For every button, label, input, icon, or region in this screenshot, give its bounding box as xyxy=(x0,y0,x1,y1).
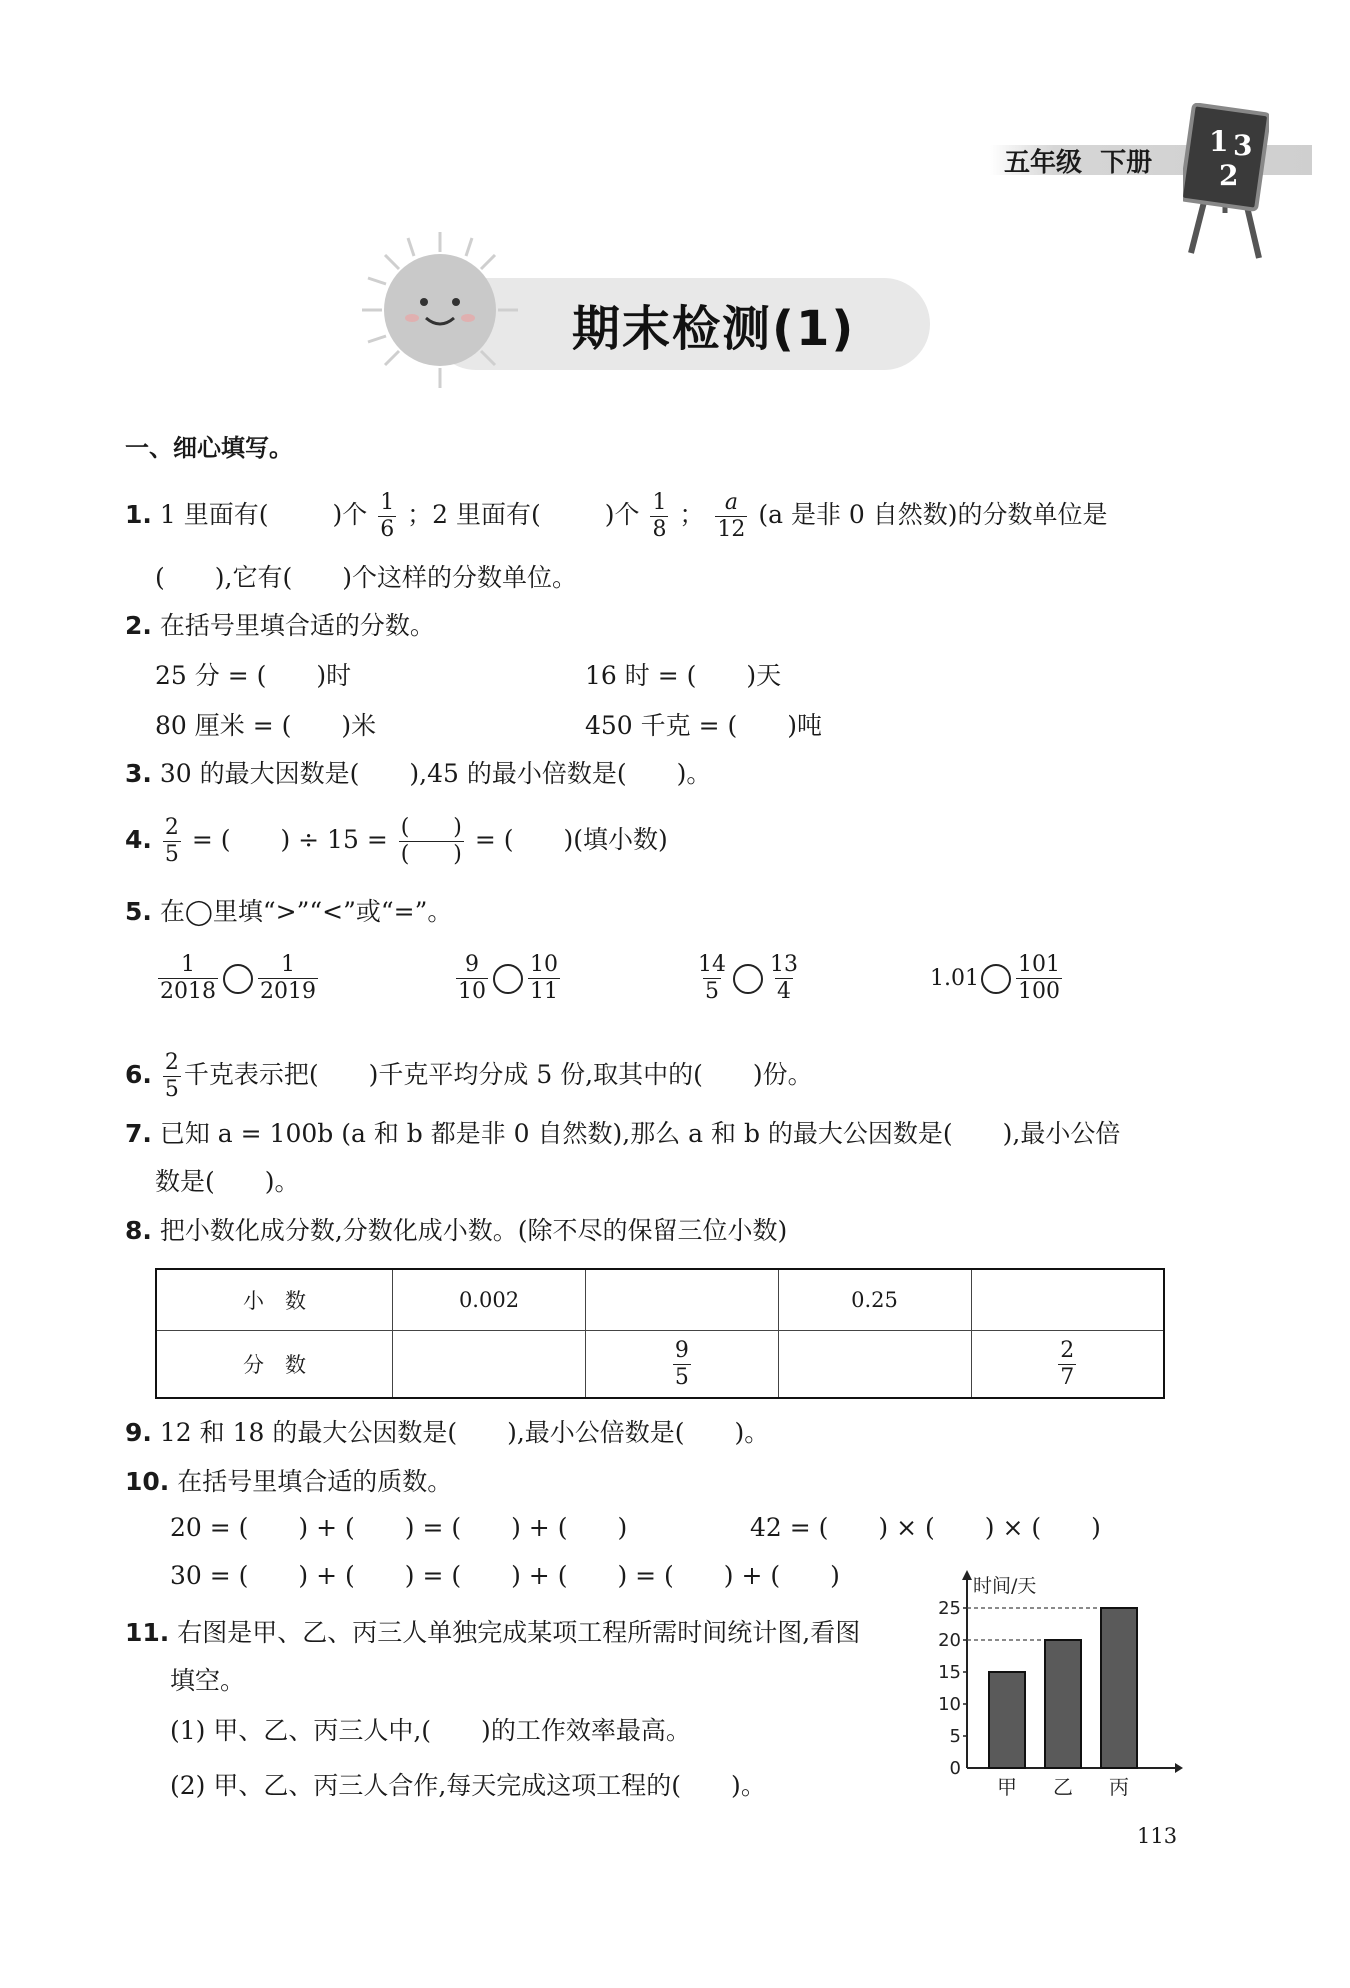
q2-item: 450 千克 = ( )吨 xyxy=(585,711,823,740)
y-tick-label: 5 xyxy=(949,1726,961,1747)
question-3: 3. 30 的最大因数是( ),45 的最小倍数是( )。 xyxy=(125,759,712,788)
board-digit: 3 xyxy=(1233,129,1253,162)
y-tick-label: 15 xyxy=(938,1662,961,1683)
table-cell[interactable] xyxy=(392,1331,585,1399)
table-row-label: 小 数 xyxy=(156,1269,392,1331)
board-digit: 1 xyxy=(1209,125,1229,158)
x-tick-label: 甲 xyxy=(997,1775,1017,1799)
compare-circle[interactable] xyxy=(981,964,1011,994)
compare-item: 1.01 $\frac{101}{100}$ xyxy=(930,952,1060,1004)
question-1-line2: ( ),它有( )个这样的分数单位。 xyxy=(155,563,577,592)
q2-item: 80 厘米 = ( )米 xyxy=(155,711,377,740)
table-cell[interactable]: 0.25 xyxy=(778,1269,971,1331)
y-axis-arrow xyxy=(962,1570,972,1580)
table-cell[interactable] xyxy=(778,1331,971,1399)
question-11: 11. 右图是甲、乙、丙三人单独完成某项工程所需时间统计图,看图 xyxy=(125,1618,861,1647)
q11-sub: (2) 甲、乙、丙三人合作,每天完成这项工程的( )。 xyxy=(170,1771,766,1800)
table-cell[interactable]: $\frac{9}{5}$ xyxy=(586,1331,778,1399)
bar xyxy=(1045,1640,1081,1768)
bar-chart xyxy=(925,1568,1185,1813)
x-tick-label: 丙 xyxy=(1109,1775,1129,1799)
x-axis-arrow xyxy=(1175,1763,1183,1773)
y-tick-label: 10 xyxy=(938,1694,961,1715)
table-cell[interactable] xyxy=(586,1269,778,1331)
section-heading: 一、细心填写。 xyxy=(125,434,293,462)
q2-item: 16 时 = ( )天 xyxy=(585,661,782,690)
question-10: 10. 在括号里填合适的质数。 xyxy=(125,1467,453,1496)
y-tick-label: 20 xyxy=(938,1630,961,1651)
conversion-table xyxy=(155,1268,1165,1399)
compare-item: $\frac{9}{10}$ $\frac{10}{11}$ xyxy=(458,952,558,1004)
compare-circle[interactable] xyxy=(493,964,523,994)
question-4: 4. $\frac{2}{5}$ = ( ) ÷ 15 = $\frac{( )}{( )}$ = ( )(填小数) xyxy=(125,815,668,867)
q10-item: 20 = ( ) + ( ) = ( ) + ( ) xyxy=(170,1513,628,1542)
compare-circle[interactable] xyxy=(223,964,253,994)
question-8: 8. 把小数化成分数,分数化成小数。(除不尽的保留三位小数) xyxy=(125,1216,788,1245)
question-1: 1. 1 里面有( )个 $\frac{1}{6}$ ；2 里面有( )个 $\frac{1}{8}$ ； $\frac{a}{12}$ (a 是非 0 自然数)的分数单位是 xyxy=(125,490,1108,542)
compare-circle[interactable] xyxy=(733,964,763,994)
compare-item: $\frac{1}{2018}$ $\frac{1}{2019}$ xyxy=(160,952,316,1004)
page-title: 期末检测(1) xyxy=(572,301,856,357)
question-9: 9. 12 和 18 的最大公因数是( ),最小公倍数是( )。 xyxy=(125,1418,770,1447)
question-7-line2: 数是( )。 xyxy=(155,1167,300,1196)
q10-item: 42 = ( ) × ( ) × ( ) xyxy=(750,1513,1101,1542)
bar xyxy=(1101,1608,1137,1768)
sun-icon xyxy=(360,230,520,390)
blackboard-icon xyxy=(1183,103,1269,263)
table-cell[interactable]: 0.002 xyxy=(392,1269,585,1331)
q11-sub: (1) 甲、乙、丙三人中,( )的工作效率最高。 xyxy=(170,1716,691,1745)
q2-item: 25 分 = ( )时 xyxy=(155,661,352,690)
table-row-label: 分 数 xyxy=(156,1331,392,1399)
y-tick-label: 0 xyxy=(949,1758,961,1779)
y-axis-label: 时间/天 xyxy=(973,1575,1037,1597)
page-number: 113 xyxy=(1137,1824,1178,1848)
grade-label: 五年级 下册 xyxy=(1004,148,1153,178)
x-tick-label: 乙 xyxy=(1053,1775,1073,1799)
board-digit: 2 xyxy=(1219,159,1239,192)
y-tick-label: 25 xyxy=(938,1598,961,1619)
q10-item: 30 = ( ) + ( ) = ( ) + ( ) = ( ) + ( ) xyxy=(170,1561,840,1590)
question-2: 2. 在括号里填合适的分数。 xyxy=(125,611,435,640)
question-7: 7. 已知 a = 100b (a 和 b 都是非 0 自然数),那么 a 和 b 的最大公因数是( ),最小公倍 xyxy=(125,1119,1121,1148)
question-6: 6. $\frac{2}{5}$ 千克表示把( )千克平均分成 5 份,取其中的( )份。 xyxy=(125,1050,813,1102)
table-cell[interactable] xyxy=(971,1269,1164,1331)
bar xyxy=(989,1672,1025,1768)
question-11-line2: 填空。 xyxy=(170,1666,246,1695)
table-cell[interactable]: $\frac{2}{7}$ xyxy=(971,1331,1164,1399)
question-5: 5. 在◯里填“>”“<”或“=”。 xyxy=(125,897,453,926)
compare-item: $\frac{14}{5}$ $\frac{13}{4}$ xyxy=(698,952,798,1004)
